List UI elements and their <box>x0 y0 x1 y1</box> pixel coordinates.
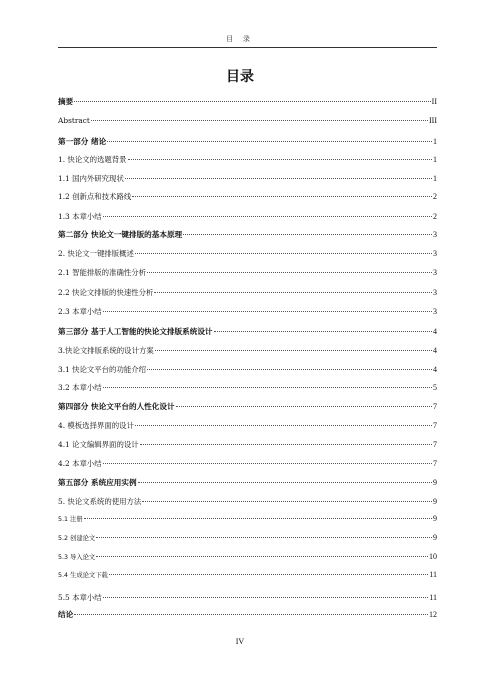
toc-entry-page: II <box>431 97 437 106</box>
toc-entry[interactable] <box>58 287 437 299</box>
toc-dot-leader <box>135 425 432 426</box>
toc-entry[interactable] <box>58 96 437 108</box>
toc-entry-label: 1.1 国内外研究现状 <box>58 174 124 183</box>
toc-entry-page: 4 <box>433 346 437 355</box>
toc-entry-label: 5.2 创建论文 <box>58 535 96 542</box>
toc-dot-leader <box>103 597 429 598</box>
toc-dot-leader <box>107 141 432 142</box>
toc-dot-leader <box>96 556 428 557</box>
toc-dot-leader <box>132 196 432 197</box>
toc-entry[interactable] <box>58 514 437 526</box>
toc-dot-leader <box>74 614 428 615</box>
toc-entry[interactable] <box>58 173 437 185</box>
toc-entry[interactable] <box>58 552 437 564</box>
toc-entry-label: 第二部分 快论文一键排版的基本原理 <box>58 230 183 239</box>
running-header: 目 录 <box>226 35 254 43</box>
toc-dot-leader <box>155 350 432 351</box>
toc-entry-page: 1 <box>433 137 437 146</box>
toc-entry-page: 3 <box>433 230 437 239</box>
toc-entry-label: 3.1 快论文平台的功能介绍 <box>58 365 147 374</box>
toc-entry-label: 4.2 本章小结 <box>58 459 102 468</box>
toc-dot-leader <box>147 369 432 370</box>
toc-entry-page: 7 <box>433 421 437 430</box>
toc-entry-label: 5.1 注册 <box>58 516 83 523</box>
toc-entry-label: 5. 快论文系统的使用方法 <box>58 497 142 506</box>
toc-dot-leader <box>135 253 432 254</box>
toc-dot-leader <box>138 482 432 483</box>
toc-entry-label: 3.2 本章小结 <box>58 383 102 392</box>
toc-dot-leader <box>103 216 432 217</box>
toc-entry-page: 3 <box>433 288 437 297</box>
toc-entry-label: 3.快论文排版系统的设计方案 <box>58 346 154 355</box>
toc-entry[interactable] <box>58 439 437 451</box>
page-number: IV <box>235 637 245 646</box>
toc-entry[interactable] <box>58 306 437 318</box>
toc-entry[interactable] <box>58 191 437 203</box>
toc-entry[interactable] <box>58 229 437 241</box>
toc-entry[interactable] <box>58 420 437 432</box>
toc-entry[interactable] <box>58 211 437 223</box>
toc-entry-label: 摘要 <box>58 97 74 106</box>
toc-entry-label: Abstract <box>58 116 90 125</box>
toc-entry[interactable] <box>58 154 437 166</box>
toc-dot-leader <box>74 101 430 102</box>
toc-entry[interactable] <box>58 345 437 357</box>
toc-entry-label: 1. 快论文的选题背景 <box>58 155 127 164</box>
toc-entry[interactable] <box>58 592 437 604</box>
toc-entry[interactable] <box>58 248 437 260</box>
toc-entry-label: 第一部分 绪论 <box>58 137 107 146</box>
toc-dot-leader <box>128 159 432 160</box>
toc-entry-label: 第三部分 基于人工智能的快论文排版系统设计 <box>58 327 213 336</box>
toc-dot-leader <box>96 537 432 538</box>
header-rule <box>58 47 437 48</box>
toc-dot-leader <box>142 501 432 502</box>
toc-entry-label: 1.2 创新点和技术路线 <box>58 192 132 201</box>
toc-dot-leader <box>214 331 432 332</box>
toc-entry[interactable] <box>58 136 437 148</box>
toc-entry-page: 10 <box>429 552 437 561</box>
toc-dot-leader <box>103 311 432 312</box>
toc-entry-page: 7 <box>433 459 437 468</box>
toc-entry-page: 9 <box>433 533 437 542</box>
toc-entry-page: 5 <box>433 383 437 392</box>
toc-entry-page: 11 <box>429 593 437 602</box>
toc-entry-page: 3 <box>433 268 437 277</box>
toc-entry[interactable] <box>58 326 437 338</box>
toc-dot-leader <box>183 234 432 235</box>
toc-entry[interactable] <box>58 382 437 394</box>
toc-entry-page: 7 <box>433 402 437 411</box>
toc-entry-label: 2.1 智能排版的准确性分析 <box>58 268 147 277</box>
toc-entry-label: 2.2 快论文排版的快速性分析 <box>58 288 154 297</box>
toc-dot-leader <box>154 292 432 293</box>
toc-dot-leader <box>125 178 432 179</box>
toc-entry-page: 7 <box>433 440 437 449</box>
toc-dot-leader <box>91 120 428 121</box>
toc-entry-page: 12 <box>429 610 437 619</box>
toc-entry[interactable] <box>58 609 437 621</box>
toc-entry-page: 2 <box>433 212 437 221</box>
toc-entry-label: 4.1 论文编辑界面的设计 <box>58 440 139 449</box>
toc-dot-leader <box>109 574 428 575</box>
toc-entry-page: 4 <box>433 327 437 336</box>
toc-dot-leader <box>176 406 432 407</box>
toc-dot-leader <box>147 272 432 273</box>
toc-entry-page: 4 <box>433 365 437 374</box>
toc-entry-label: 5.5 本章小结 <box>58 593 102 602</box>
toc-entry-label: 第四部分 快论文平台的人性化设计 <box>58 402 175 411</box>
toc-entry-label: 2.3 本章小结 <box>58 307 102 316</box>
toc-dot-leader <box>103 387 432 388</box>
toc-entry-label: 结论 <box>58 610 74 619</box>
toc-dot-leader <box>140 444 432 445</box>
page-title: 目录 <box>226 69 254 85</box>
toc-entry[interactable] <box>58 533 437 545</box>
toc-entry[interactable] <box>58 116 437 128</box>
toc-entry-page: 2 <box>433 192 437 201</box>
toc-entry-page: III <box>429 116 437 125</box>
toc-entry-page: 1 <box>433 155 437 164</box>
toc-entry[interactable] <box>58 267 437 279</box>
toc-entry-page: 9 <box>433 514 437 523</box>
toc-entry[interactable] <box>58 458 437 470</box>
toc-entry-label: 5.3 导入论文 <box>58 554 96 561</box>
toc-entry[interactable] <box>58 477 437 489</box>
toc-entry-label: 5.4 生成论文下载 <box>58 572 108 579</box>
toc-entry-label: 第五部分 系统应用实例 <box>58 478 137 487</box>
toc-entry-label: 2. 快论文一键排版概述 <box>58 249 134 258</box>
toc-dot-leader <box>103 463 432 464</box>
toc-entry-page: 3 <box>433 307 437 316</box>
toc-entry[interactable] <box>58 570 437 582</box>
toc-entry-page: 9 <box>433 478 437 487</box>
toc-entry-label: 1.3 本章小结 <box>58 212 102 221</box>
toc-entry-page: 3 <box>433 249 437 258</box>
toc-entry-label: 4. 模板选择界面的设计 <box>58 421 134 430</box>
toc-entry[interactable] <box>58 364 437 376</box>
toc-entry-page: 11 <box>429 570 437 579</box>
toc-entry[interactable] <box>58 496 437 508</box>
toc-dot-leader <box>84 518 432 519</box>
toc-entry-page: 1 <box>433 174 437 183</box>
toc-entry-page: 9 <box>433 497 437 506</box>
toc-entry[interactable] <box>58 401 437 413</box>
